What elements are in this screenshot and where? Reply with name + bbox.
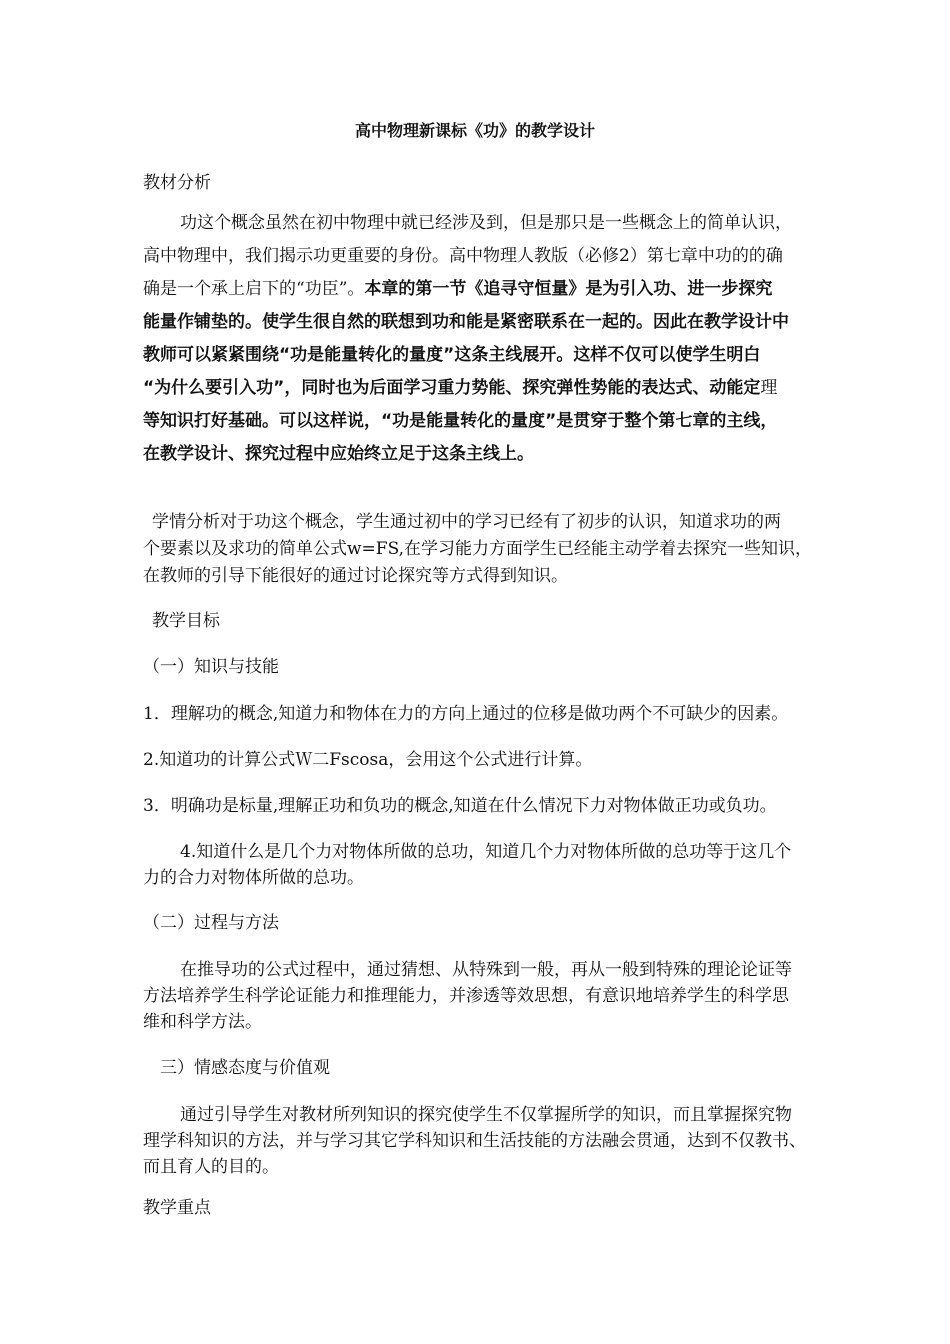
bold-paragraph-line: 在教学设计、探究过程中应始终立足于这条主线上。 [143,444,534,464]
paragraph-line: 高中物理中，我们揭示功更重要的身份。高中物理人教版（必修2）第七章中功的的确 [143,246,783,266]
paragraph-line: 而且育人的目的。 [143,1157,279,1177]
paragraph-line: 通过引导学生对教材所列知识的探究使学生不仅掌握所学的知识，而且掌握探究物 [180,1105,792,1125]
objective-item-4-line: 4.知道什么是几个力对物体所做的总功，知道几个力对物体所做的总功等于这几个 [180,842,792,862]
paragraph-line: 在教师的引导下能很好的通过讨论探究等方式得到知识。 [143,566,568,586]
bold-paragraph-line: 能量作铺垫的。使学生很自然的联想到功和能是紧密联系在一起的。因此在教学设计中 [143,312,789,332]
subsection-heading-process: （二）过程与方法 [143,913,279,933]
document-title: 高中物理新课标《功》的教学设计 [354,121,595,140]
text-run: 确是一个承上启下的“功臣”。 [143,279,365,299]
paragraph-line: 理学科知识的方法，并与学习其它学科知识和生活技能的方法融会贯通，达到不仅教书、 [143,1131,806,1151]
paragraph-line: 维和科学方法。 [143,1012,262,1032]
paragraph-line: 功这个概念虽然在初中物理中就已经涉及到，但是那只是一些概念上的简单认识， [180,213,792,233]
bold-text-run: 本章的第一节《追寻守恒量》是为引入功、进一步探究 [364,279,773,299]
paragraph-line: 个要素以及求功的简单公式w=FS,在学习能力方面学生已经能主动学着去探究一些知识， [143,539,813,559]
paragraph-line [143,376,777,400]
bold-paragraph-line: 等知识打好基础。可以这样说，“功是能量转化的量度”是贯穿于整个第七章的主线， [143,411,778,431]
section-heading-key-points: 教学重点 [143,1198,211,1218]
paragraph-line: 学情分析对于功这个概念，学生通过初中的学习已经有了初步的认识，知道求功的两 [152,512,781,532]
section-heading-objectives: 教学目标 [152,611,220,631]
section-heading-textbook-analysis: 教材分析 [143,173,211,193]
subsection-heading-knowledge: （一）知识与技能 [143,657,279,677]
subsection-heading-emotion: 三）情感态度与价值观 [160,1058,330,1078]
paragraph-line [143,277,772,301]
objective-item-3: 3．明确功是标量,理解正功和负功的概念,知道在什么情况下力对物体做正功或负功。 [143,796,777,816]
bold-paragraph-line: 教师可以紧紧围绕“功是能量转化的量度”这条主线展开。这样不仅可以使学生明白 [143,345,761,365]
objective-item-1: 1．理解功的概念,知道力和物体在力的方向上通过的位移是做功两个不可缺少的因素。 [143,704,789,724]
objective-item-4-line: 力的合力对物体所做的总功。 [143,868,364,888]
paragraph-line: 方法培养学生科学论证能力和推理能力，并渗透等效思想，有意识地培养学生的科学思 [143,986,789,1006]
text-run: 理 [760,378,778,398]
bold-text-run: “为什么要引入功”，同时也为后面学习重力势能、探究弹性势能的表达式、动能定 [143,378,761,398]
paragraph-line: 在推导功的公式过程中，通过猜想、从特殊到一般，再从一般到特殊的理论论证等 [180,960,792,980]
objective-item-2: 2.知道功的计算公式Ｗ二Fscosa，会用这个公式进行计算。 [143,750,593,770]
